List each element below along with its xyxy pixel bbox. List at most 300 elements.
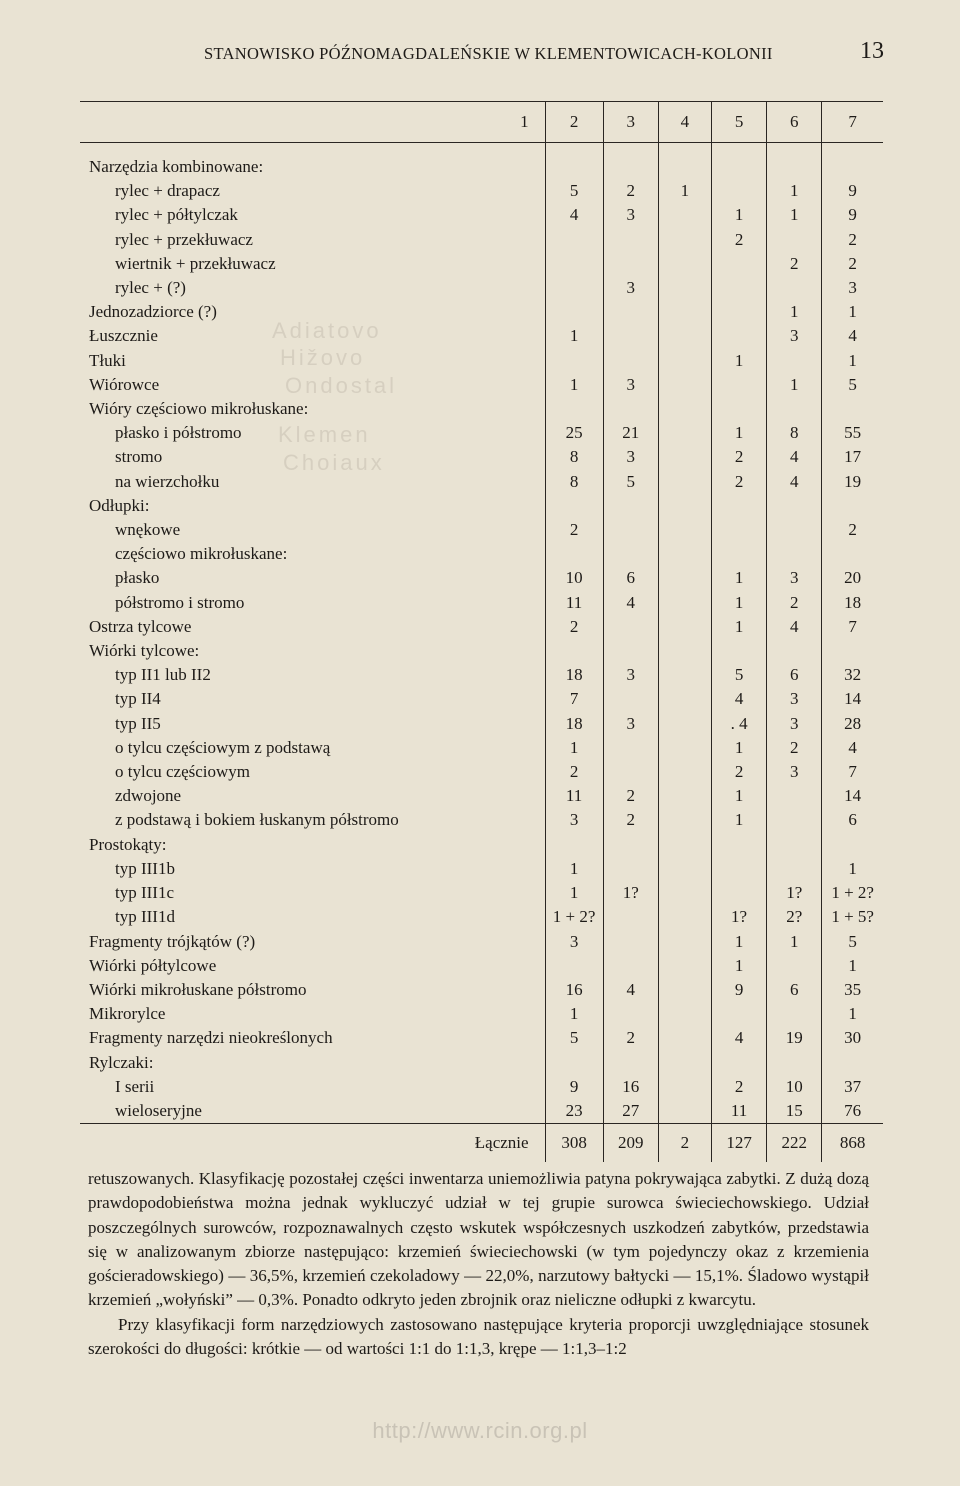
table-cell [711, 639, 766, 663]
table-cell [545, 954, 603, 978]
table-cell: 7 [822, 615, 883, 639]
table-cell: 2 [767, 736, 822, 760]
table-row [80, 179, 883, 203]
table-row [80, 615, 883, 639]
table-cell: 1 [822, 300, 883, 324]
table-cell: 3 [603, 276, 658, 300]
table-cell [658, 155, 711, 179]
table-row [80, 808, 883, 832]
table-cell [767, 518, 822, 542]
table-cell: 1 [711, 591, 766, 615]
table-cell [658, 1099, 711, 1124]
table-cell [767, 857, 822, 881]
table-row [80, 494, 883, 518]
table-cell: 4 [603, 978, 658, 1002]
table-cell: 1 [767, 930, 822, 954]
table-cell [658, 397, 711, 421]
table-cell: 3 [603, 445, 658, 469]
table-row [80, 445, 883, 469]
table-cell: 16 [545, 978, 603, 1002]
row-label: półstromo i stromo [115, 592, 245, 612]
table-row [80, 760, 883, 784]
table-cell: 35 [822, 978, 883, 1002]
table-cell: 2 [545, 615, 603, 639]
table-row [80, 833, 883, 857]
table-cell [822, 397, 883, 421]
table-cell: 1 + 5? [822, 905, 883, 929]
row-label: Mikrorylce [89, 1004, 166, 1024]
table-cell [658, 760, 711, 784]
table-cell [711, 542, 766, 566]
table-cell: 1 [711, 736, 766, 760]
paragraph-2: Przy klasyfikacji form narzędziowych zastosowano następujące kryteria proporcji uwzględniające stosunek szerokości do długości: krótkie — od wartości 1:1 do 1:1,3, krępe — 1:1,3–1:2 [88, 1314, 869, 1359]
page-number: 13 [860, 38, 884, 64]
table-cell [545, 349, 603, 373]
table-cell: 2 [711, 470, 766, 494]
table-row [80, 857, 883, 881]
table-cell: 1 [711, 566, 766, 590]
table-cell: 2 [822, 228, 883, 252]
table-cell: 4 [603, 591, 658, 615]
table-cell: 4 [767, 445, 822, 469]
row-label: Ostrza tylcowe [89, 616, 192, 636]
row-label: Wióry częściowo mikrołuskane: [89, 399, 309, 419]
table-cell: 6 [603, 566, 658, 590]
table-cell [711, 1051, 766, 1075]
table-cell [711, 155, 766, 179]
row-label: wiertnik + przekłuwacz [115, 253, 276, 273]
table-cell: 19 [767, 1026, 822, 1050]
table-row [80, 228, 883, 252]
table-cell: 3 [545, 808, 603, 832]
table-cell [767, 276, 822, 300]
table-cell: 1 + 2? [545, 905, 603, 929]
watermark-url: http://www.rcin.org.pl [372, 1418, 588, 1443]
table-cell [658, 833, 711, 857]
table-cell [603, 494, 658, 518]
table-cell [658, 784, 711, 808]
table-cell [603, 905, 658, 929]
table-cell [658, 1026, 711, 1050]
table-cell: 76 [822, 1099, 883, 1124]
table-cell: 8 [545, 470, 603, 494]
table-cell: 2 [545, 760, 603, 784]
table-row [80, 300, 883, 324]
table-cell [603, 954, 658, 978]
table-cell: 28 [822, 712, 883, 736]
table-cell [603, 518, 658, 542]
table-cell: 11 [545, 784, 603, 808]
table-cell: 2 [822, 518, 883, 542]
table-row [80, 276, 883, 300]
table-cell: 1 [545, 857, 603, 881]
table-cell: 4 [711, 1026, 766, 1050]
table-row [80, 252, 883, 276]
table-cell [658, 349, 711, 373]
table-cell: 6 [767, 663, 822, 687]
table-cell: 9 [711, 978, 766, 1002]
inventory-table [80, 101, 883, 1162]
row-label: Prostokąty: [89, 834, 167, 854]
table-cell [658, 954, 711, 978]
table-cell [658, 300, 711, 324]
table-cell: 1 [711, 784, 766, 808]
row-label: Jednozadziorce (?) [89, 302, 217, 322]
show-through-text-3: Ondostal [285, 373, 398, 398]
table-cell [822, 639, 883, 663]
row-label: typ III1c [115, 883, 175, 903]
table-cell: 1 [822, 857, 883, 881]
table-cell [767, 1002, 822, 1026]
table-cell [711, 881, 766, 905]
table-cell [545, 494, 603, 518]
show-through-text-2: Hižovo [280, 345, 366, 370]
table-cell [658, 663, 711, 687]
table-cell [822, 542, 883, 566]
table-cell: 1 [767, 203, 822, 227]
table-row [80, 784, 883, 808]
table-row [80, 421, 883, 445]
table-cell [545, 300, 603, 324]
table-row [80, 1099, 883, 1124]
table-cell [658, 542, 711, 566]
table-cell: 3 [767, 687, 822, 711]
table-cell: 1? [767, 881, 822, 905]
table-cell: 23 [545, 1099, 603, 1124]
table-cell [767, 155, 822, 179]
table-spacer [80, 143, 883, 156]
table-cell [545, 155, 603, 179]
row-label: Łuszcznie [89, 326, 158, 346]
row-label: częściowo mikrołuskane: [115, 544, 288, 564]
table-cell: 3 [767, 760, 822, 784]
column-header: 5 [711, 102, 766, 143]
table-cell: 5 [822, 930, 883, 954]
table-cell: 3 [603, 203, 658, 227]
total-cell: 868 [822, 1124, 883, 1163]
table-cell: 21 [603, 421, 658, 445]
row-label: Rylczaki: [89, 1052, 154, 1072]
row-label: na wierzchołku [115, 471, 220, 491]
table-cell [658, 494, 711, 518]
table-cell [658, 857, 711, 881]
table-cell [711, 518, 766, 542]
table-cell [603, 300, 658, 324]
table-row [80, 591, 883, 615]
table-cell: 5 [603, 470, 658, 494]
table-cell [658, 1002, 711, 1026]
table-cell: 2 [711, 1075, 766, 1099]
table-cell [545, 639, 603, 663]
table-cell: 1 [545, 373, 603, 397]
table-cell: 9 [545, 1075, 603, 1099]
table-cell [658, 639, 711, 663]
row-label: I serii [115, 1076, 155, 1096]
row-label: typ II1 lub II2 [115, 665, 211, 685]
table-cell: 4 [822, 736, 883, 760]
show-through-text-5: Choiaux [283, 450, 385, 475]
table-cell [767, 833, 822, 857]
table-cell [822, 155, 883, 179]
table-cell: 2 [711, 445, 766, 469]
table-row [80, 518, 883, 542]
table-row [80, 1075, 883, 1099]
table-cell: 6 [767, 978, 822, 1002]
column-header: 6 [767, 102, 822, 143]
table-cell: 1 [767, 373, 822, 397]
table-cell: 14 [822, 687, 883, 711]
table-row [80, 1051, 883, 1075]
table-cell [658, 930, 711, 954]
table-cell [658, 518, 711, 542]
row-label: z podstawą i bokiem łuskanym półstromo [115, 810, 399, 830]
table-cell [711, 857, 766, 881]
table-cell: 5 [711, 663, 766, 687]
row-label: Wiórki tylcowe: [89, 641, 200, 661]
row-label: typ III1b [115, 858, 175, 878]
row-label: rylec + półtylczak [115, 205, 238, 225]
table-cell: 2 [711, 228, 766, 252]
table-row [80, 1002, 883, 1026]
table-cell [767, 542, 822, 566]
table-cell [658, 615, 711, 639]
table-cell [545, 276, 603, 300]
row-label: Fragmenty trójkątów (?) [89, 931, 256, 951]
table-cell: . 4 [711, 712, 766, 736]
row-label: wieloseryjne [115, 1100, 202, 1120]
table-cell: 8 [767, 421, 822, 445]
table-row [80, 663, 883, 687]
table-row [80, 324, 883, 348]
table-cell: 5 [822, 373, 883, 397]
table-cell: 1 [822, 349, 883, 373]
table-cell: 1 [822, 1002, 883, 1026]
table-cell [545, 542, 603, 566]
inventory-table-body [80, 102, 883, 1163]
table-cell: 32 [822, 663, 883, 687]
table-cell: 19 [822, 470, 883, 494]
table-cell: 3 [767, 324, 822, 348]
table-cell [658, 566, 711, 590]
table-cell [603, 857, 658, 881]
table-cell [658, 470, 711, 494]
table-row [80, 1026, 883, 1050]
row-label: Fragmenty narzędzi nieokreślonych [89, 1028, 333, 1048]
table-cell [822, 494, 883, 518]
table-cell: 1? [711, 905, 766, 929]
row-label: typ II4 [115, 689, 161, 709]
body-text [88, 1167, 869, 1361]
table-cell [603, 155, 658, 179]
table-row [80, 397, 883, 421]
table-row [80, 930, 883, 954]
table-cell [603, 639, 658, 663]
table-cell: 1 [711, 349, 766, 373]
row-label: Tłuki [89, 350, 126, 370]
table-cell [603, 397, 658, 421]
table-row [80, 736, 883, 760]
table-cell: 1 [545, 881, 603, 905]
table-cell [603, 1051, 658, 1075]
table-cell: 1 [767, 300, 822, 324]
row-label: Narzędzia kombinowane: [89, 157, 264, 176]
column-header: 7 [822, 102, 883, 143]
table-cell [658, 712, 711, 736]
row-label: Wiórki półtylcowe [89, 955, 217, 975]
table-cell: 5 [545, 1026, 603, 1050]
table-cell [711, 276, 766, 300]
table-cell [603, 833, 658, 857]
table-cell [658, 421, 711, 445]
column-header: 1 [80, 102, 545, 143]
table-cell: 4 [822, 324, 883, 348]
table-cell [658, 978, 711, 1002]
table-cell: 2 [822, 252, 883, 276]
table-row [80, 349, 883, 373]
row-label: rylec + (?) [115, 278, 186, 298]
row-label: Odłupki: [89, 495, 150, 515]
running-title: STANOWISKO PÓŹNOMAGDALEŃSKIE W KLEMENTOWICACH-KOLONII [204, 44, 773, 63]
table-cell: 10 [545, 566, 603, 590]
table-cell: 18 [822, 591, 883, 615]
table-cell: 30 [822, 1026, 883, 1050]
column-header: 3 [603, 102, 658, 143]
table-row [80, 905, 883, 929]
table-cell [767, 228, 822, 252]
table-cell [658, 1051, 711, 1075]
table-cell: 2 [545, 518, 603, 542]
table-cell [658, 228, 711, 252]
table-cell: 25 [545, 421, 603, 445]
table-cell [711, 373, 766, 397]
table-cell [545, 833, 603, 857]
table-row [80, 687, 883, 711]
table-cell [711, 397, 766, 421]
table-cell: 3 [603, 663, 658, 687]
table-cell [545, 397, 603, 421]
table-cell [711, 324, 766, 348]
table-cell: 3 [603, 373, 658, 397]
row-label: o tylcu częściowym z podstawą [115, 737, 331, 757]
table-cell [603, 252, 658, 276]
table-cell [603, 930, 658, 954]
table-row [80, 639, 883, 663]
table-cell: 9 [822, 179, 883, 203]
table-cell [822, 833, 883, 857]
page-header [0, 38, 960, 68]
table-row [80, 155, 883, 179]
table-row [80, 373, 883, 397]
table-cell: 4 [711, 687, 766, 711]
row-label: rylec + drapacz [115, 181, 220, 201]
table-cell [603, 687, 658, 711]
table-cell [711, 494, 766, 518]
table-cell [767, 494, 822, 518]
table-cell [767, 954, 822, 978]
table-cell [603, 324, 658, 348]
table-cell [767, 397, 822, 421]
table-cell [603, 228, 658, 252]
table-cell: 3 [603, 712, 658, 736]
table-cell [603, 736, 658, 760]
table-cell [658, 252, 711, 276]
table-cell: 1 [767, 179, 822, 203]
table-cell: 1 [822, 954, 883, 978]
total-cell: 2 [658, 1124, 711, 1163]
table-cell: 2 [711, 760, 766, 784]
table-cell: 15 [767, 1099, 822, 1124]
table-cell: 2 [767, 591, 822, 615]
table-cell [767, 639, 822, 663]
total-cell: 308 [545, 1124, 603, 1163]
table-cell: 3 [767, 566, 822, 590]
table-cell [767, 784, 822, 808]
table-cell: 17 [822, 445, 883, 469]
table-row [80, 566, 883, 590]
table-cell: 2 [603, 784, 658, 808]
table-cell: 37 [822, 1075, 883, 1099]
table-cell [658, 324, 711, 348]
table-row [80, 712, 883, 736]
row-label: Wiórowce [89, 374, 160, 394]
row-label: płasko [115, 568, 160, 588]
column-header: 2 [545, 102, 603, 143]
table-cell: 4 [767, 470, 822, 494]
table-cell [711, 252, 766, 276]
table-cell: 3 [767, 712, 822, 736]
table-cell: 1 [711, 930, 766, 954]
table-cell: 7 [545, 687, 603, 711]
table-cell [658, 687, 711, 711]
table-cell: 1 [545, 1002, 603, 1026]
table-row [80, 881, 883, 905]
table-cell: 1 + 2? [822, 881, 883, 905]
row-label: typ III1d [115, 907, 175, 927]
table-cell: 2 [767, 252, 822, 276]
table-cell: 2? [767, 905, 822, 929]
table-cell: 16 [603, 1075, 658, 1099]
table-row [80, 978, 883, 1002]
table-cell: 3 [822, 276, 883, 300]
table-row [80, 470, 883, 494]
table-row [80, 954, 883, 978]
table-cell [711, 179, 766, 203]
table-cell [767, 808, 822, 832]
table-cell [658, 1075, 711, 1099]
table-cell [711, 1002, 766, 1026]
table-cell [767, 1051, 822, 1075]
table-cell: 18 [545, 712, 603, 736]
table-cell [658, 736, 711, 760]
table-cell: 1 [711, 421, 766, 445]
total-label: Łącznie [80, 1124, 545, 1163]
table-cell [603, 349, 658, 373]
column-header: 4 [658, 102, 711, 143]
paragraph-1: retuszowanych. Klasyfikację pozostałej części inwentarza uniemożliwia patyna pokrywająca zabytki. Z dużą dozą prawdopodobieństwa można jednak wykluczyć udział w tej grupie surowca świeciechowskiego. Udział poszczególnych surowców, rozpoznawalnych często wskutek współczesnych uszkodzeń zabytków, przedstawia się w analizowanym zbiorze następująco: krzemień świeciechowski (w tym pojedynczy okaz z krzemienia gościeradowskiego) — 36,5%, krzemień czekoladowy — 22,0%, narzutowy bałtycki — 15,1%. Śladowo wystąpił krzemień „wołyński” — 0,3%. Ponadto odkryto jeden zbrojnik oraz nieliczne odłupki z kwarcytu. [88, 1169, 869, 1310]
table-cell: 1 [545, 736, 603, 760]
table-header-row [80, 102, 883, 143]
table-cell: 2 [603, 1026, 658, 1050]
table-cell: 9 [822, 203, 883, 227]
table-cell: 4 [545, 203, 603, 227]
table-row [80, 542, 883, 566]
table-cell [658, 808, 711, 832]
table-cell: 1 [711, 808, 766, 832]
table-cell: 55 [822, 421, 883, 445]
total-row [80, 1124, 883, 1163]
table-cell: 1? [603, 881, 658, 905]
table-cell [603, 615, 658, 639]
